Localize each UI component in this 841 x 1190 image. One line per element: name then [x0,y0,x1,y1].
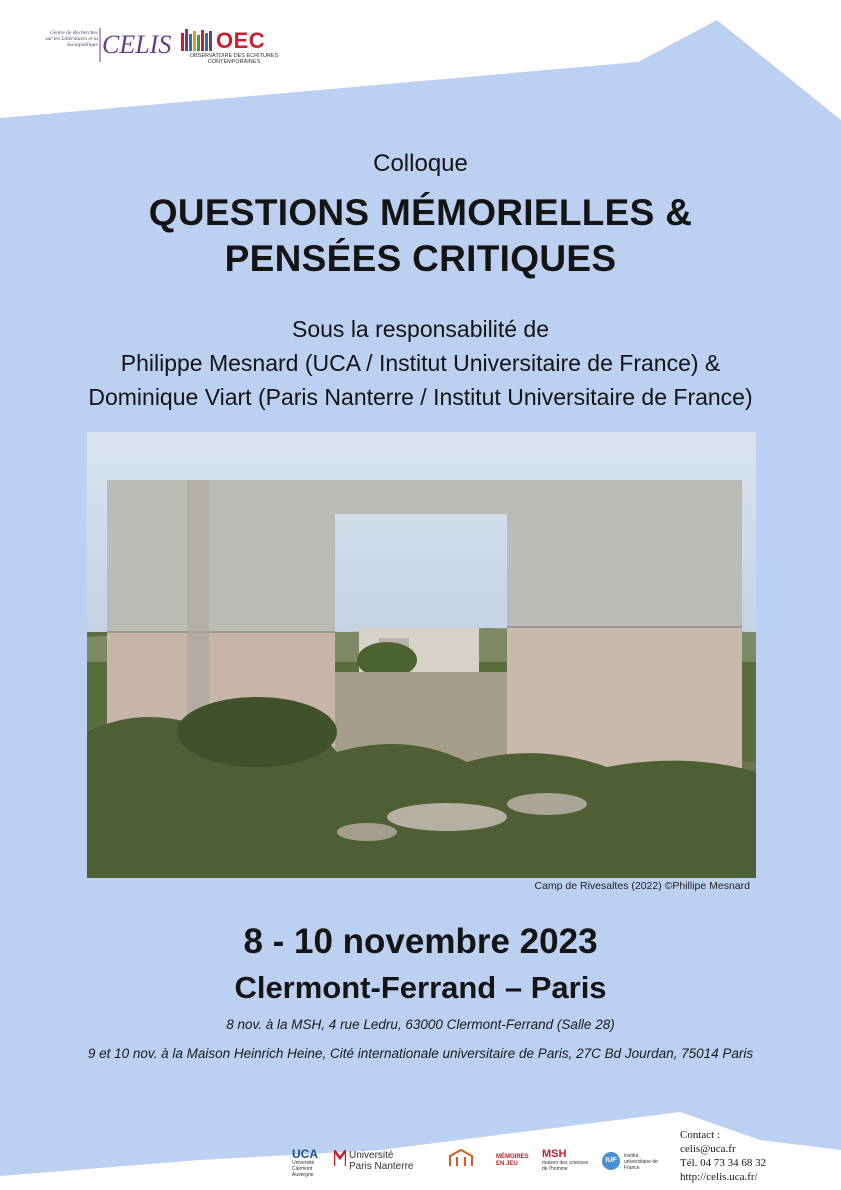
msh-logo: MSH maison des sciences de l'homme [542,1148,589,1172]
celis-divider [99,28,101,62]
celis-wordmark: CELIS [102,30,172,59]
celis-tagline: Centre de Recherches sur les Littératures et la Sociopoétique [45,30,98,48]
venue-address-clermont: 8 nov. à la MSH, 4 rue Ledru, 63000 Clermont-Ferrand (Salle 28) [226,1017,615,1032]
photo-credit: Camp de Rivesaltes (2022) ©Phillipe Mesnard [534,880,750,892]
contact-block [680,1128,766,1184]
camp-rivesaltes-photo [87,432,756,878]
event-title [0,190,841,282]
event-cities: Clermont-Ferrand – Paris [234,970,607,1005]
memoires-en-jeu-logo: MÉMOIRES EN JEU [496,1154,529,1167]
oec-tagline: OBSERVATOIRE DES ÉCRITURES CONTEMPORAINES [189,53,279,65]
responsible-person-2: Dominique Viart (Paris Nanterre / Institut Universitaire de France) [88,384,753,410]
venue-address-paris: 9 et 10 nov. à la Maison Heinrich Heine, Cité internationale universitaire de Paris, 27C Bd Jourdan, 75014 Paris [87,1046,754,1061]
oec-wordmark: OEC [216,28,266,53]
uca-logo: UCA Université Clermont Auvergne [292,1147,318,1178]
contact-phone: Tél. 04 73 34 68 32 [680,1157,767,1169]
institution-building-icon [448,1148,474,1168]
oec-logo [178,26,288,68]
celis-logo [42,26,172,68]
bookshelf-icon [181,29,215,51]
event-dates: 8 - 10 novembre 2023 [243,922,598,961]
contact-label: Contact : [680,1129,721,1141]
nanterre-mark-icon [334,1150,346,1166]
responsible-person-1: Philippe Mesnard (UCA / Institut Universitaire de France) & [120,350,721,376]
partner-logos: UCA Université Clermont Auvergne Université Paris Nanterre MÉMOIRES EN JEU MSH maison des sciences de l'homme IUF institut universitaire de France [292,1147,658,1178]
nanterre-line-2: Paris Nanterre [349,1161,414,1172]
contact-url[interactable]: http://celis.uca.fr/ [680,1171,758,1183]
event-type: Colloque [373,150,468,177]
contact-email[interactable]: celis@uca.fr [680,1143,736,1155]
responsibility-intro: Sous la responsabilité de [292,316,549,342]
title-line-2: PENSÉES CRITIQUES [224,238,617,279]
title-line-1: QUESTIONS MÉMORIELLES & [148,192,693,233]
nanterre-line-1: Université [349,1150,394,1161]
responsibility-block [0,312,841,414]
